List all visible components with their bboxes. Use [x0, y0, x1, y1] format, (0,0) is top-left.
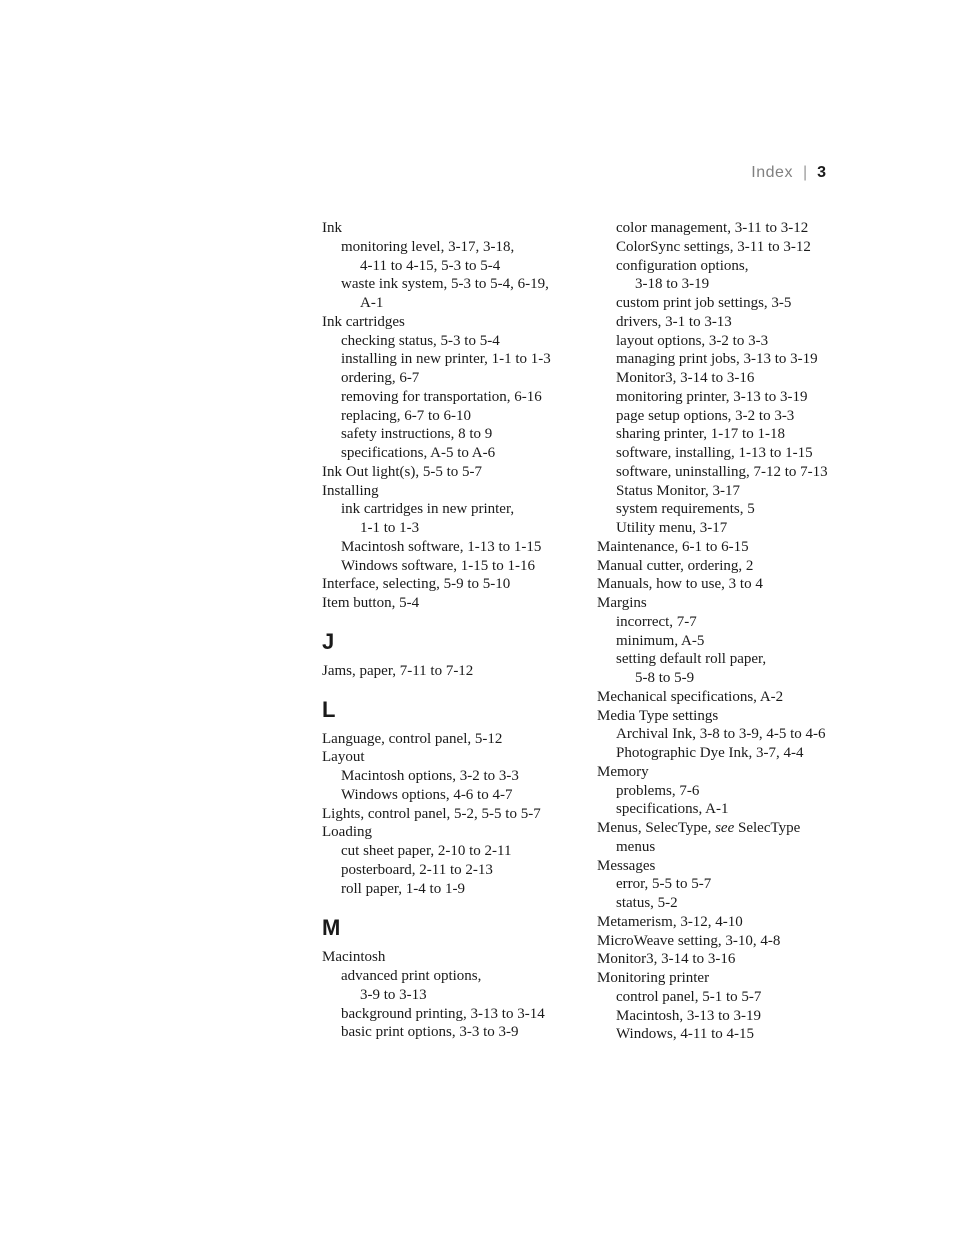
index-entry: Language, control panel, 5-12: [322, 730, 503, 747]
index-subentry: managing print jobs, 3-13 to 3-19: [616, 351, 818, 368]
index-subentry: software, installing, 1-13 to 1-15: [616, 445, 813, 461]
index-subentry: software, uninstalling, 7-12 to 7-13: [616, 463, 828, 480]
index-continuation: 3-18 to 3-19: [635, 276, 710, 293]
index-entry: Loading: [322, 824, 372, 841]
index-entry: Manual cutter, ordering, 2: [597, 557, 754, 574]
index-subentry: removing for transportation, 6-16: [341, 388, 542, 405]
index-subentry: monitoring printer, 3-13 to 3-19: [616, 388, 808, 405]
index-subentry: Archival Ink, 3-8 to 3-9, 4-5 to 4-6: [616, 726, 826, 743]
index-entry: Mechanical specifications, A-2: [597, 688, 784, 705]
index-continuation: A-1: [360, 295, 384, 311]
index-entry: MicroWeave setting, 3-10, 4-8: [597, 932, 781, 949]
index-subentry: problems, 7-6: [616, 782, 700, 799]
index-entry: Monitoring printer: [597, 970, 710, 986]
index-entry: Macintosh: [322, 949, 386, 966]
index-subentry: Macintosh, 3-13 to 3-19: [616, 1007, 761, 1024]
section-title: Index: [751, 164, 793, 181]
index-subentry: ink cartridges in new printer,: [341, 501, 515, 518]
index-entry: Ink cartridges: [322, 313, 405, 330]
index-subentry: Windows, 4-11 to 4-15: [616, 1026, 754, 1043]
section-letter-m: M: [322, 915, 341, 941]
index-subentry: control panel, 5-1 to 5-7: [616, 988, 762, 1005]
index-subentry: Status Monitor, 3-17: [616, 482, 740, 499]
index-subentry: custom print job settings, 3-5: [616, 295, 792, 311]
section-letter-l: L: [322, 696, 336, 722]
index-subentry: Photographic Dye Ink, 3-7, 4-4: [616, 745, 804, 761]
index-continuation: 4-11 to 4-15, 5-3 to 5-4: [360, 257, 501, 274]
index-subentry: layout options, 3-2 to 3-3: [616, 332, 769, 349]
index-subentry: setting default roll paper,: [616, 651, 767, 668]
index-subentry: specifications, A-1: [616, 801, 729, 818]
index-subentry: Windows software, 1-15 to 1-16: [341, 557, 535, 574]
index-subentry: Macintosh options, 3-2 to 3-3: [341, 768, 519, 784]
index-continuation: menus: [616, 838, 656, 855]
index-entry: Media Type settings: [597, 707, 719, 724]
index-subentry: sharing printer, 1-17 to 1-18: [616, 426, 785, 443]
index-subentry: error, 5-5 to 5-7: [616, 876, 712, 893]
section-letter-j: J: [322, 628, 335, 654]
index-entry: Metamerism, 3-12, 4-10: [597, 913, 743, 930]
index-entry: Jams, paper, 7-11 to 7-12: [322, 662, 474, 679]
index-subentry: Macintosh software, 1-13 to 1-15: [341, 538, 542, 555]
index-subentry: background printing, 3-13 to 3-14: [341, 1005, 545, 1022]
index-subentry: specifications, A-5 to A-6: [341, 445, 496, 461]
see-reference: see: [715, 820, 735, 836]
index-entry: Memory: [597, 763, 649, 780]
index-subentry: incorrect, 7-7: [616, 613, 697, 630]
running-header: [700, 163, 826, 183]
index-subentry: safety instructions, 8 to 9: [341, 426, 493, 443]
index-entry: Interface, selecting, 5-9 to 5-10: [322, 576, 511, 593]
index-subentry: roll paper, 1-4 to 1-9: [341, 880, 465, 897]
index-subentry: ordering, 6-7: [341, 370, 420, 386]
index-subentry: basic print options, 3-3 to 3-9: [341, 1024, 519, 1041]
index-entry: Installing: [322, 482, 379, 499]
index-subentry: drivers, 3-1 to 3-13: [616, 313, 732, 330]
index-continuation: 5-8 to 5-9: [635, 670, 695, 686]
index-entry-menus: [597, 819, 842, 838]
page-number: 3: [817, 164, 826, 181]
index-subentry: color management, 3-11 to 3-12: [616, 220, 809, 236]
index-entry: Manuals, how to use, 3 to 4: [597, 576, 763, 593]
index-subentry: replacing, 6-7 to 6-10: [341, 407, 471, 424]
index-continuation: 3-9 to 3-13: [360, 986, 427, 1003]
index-entry: Layout: [322, 749, 365, 766]
menus-entry-text: Menus, SelecType,: [597, 820, 716, 836]
index-column-left: [322, 219, 590, 1042]
index-subentry: system requirements, 5: [616, 501, 755, 518]
index-subentry: installing in new printer, 1-1 to 1-3: [341, 351, 551, 368]
index-entry: Lights, control panel, 5-2, 5-5 to 5-7: [322, 805, 541, 822]
index-subentry: configuration options,: [616, 257, 749, 274]
index-subentry: minimum, A-5: [616, 632, 705, 649]
index-column-right: [597, 219, 842, 1044]
index-entry: Maintenance, 6-1 to 6-15: [597, 538, 749, 555]
index-entry: Margins: [597, 595, 647, 611]
index-subentry: posterboard, 2-11 to 2-13: [341, 861, 493, 878]
index-subentry: Monitor3, 3-14 to 3-16: [616, 370, 755, 386]
index-subentry: cut sheet paper, 2-10 to 2-11: [341, 843, 512, 859]
index-entry: Ink Out light(s), 5-5 to 5-7: [322, 463, 482, 480]
index-subentry: Windows options, 4-6 to 4-7: [341, 786, 513, 803]
index-subentry: Utility menu, 3-17: [616, 520, 728, 536]
index-continuation: 1-1 to 1-3: [360, 520, 420, 536]
index-entry: Item button, 5-4: [322, 595, 420, 611]
index-subentry: waste ink system, 5-3 to 5-4, 6-19,: [341, 276, 549, 293]
index-subentry: page setup options, 3-2 to 3-3: [616, 407, 795, 424]
index-subentry: ColorSync settings, 3-11 to 3-12: [616, 238, 811, 255]
index-entry: Ink: [322, 220, 342, 236]
index-subentry: monitoring level, 3-17, 3-18,: [341, 238, 515, 255]
header-separator: |: [802, 164, 808, 181]
index-entry: Monitor3, 3-14 to 3-16: [597, 951, 736, 968]
index-subentry: checking status, 5-3 to 5-4: [341, 332, 500, 349]
menus-entry-target: SelecType: [734, 820, 801, 836]
index-subentry: status, 5-2: [616, 895, 678, 911]
index-subentry: advanced print options,: [341, 968, 482, 984]
index-entry: Messages: [597, 857, 656, 874]
